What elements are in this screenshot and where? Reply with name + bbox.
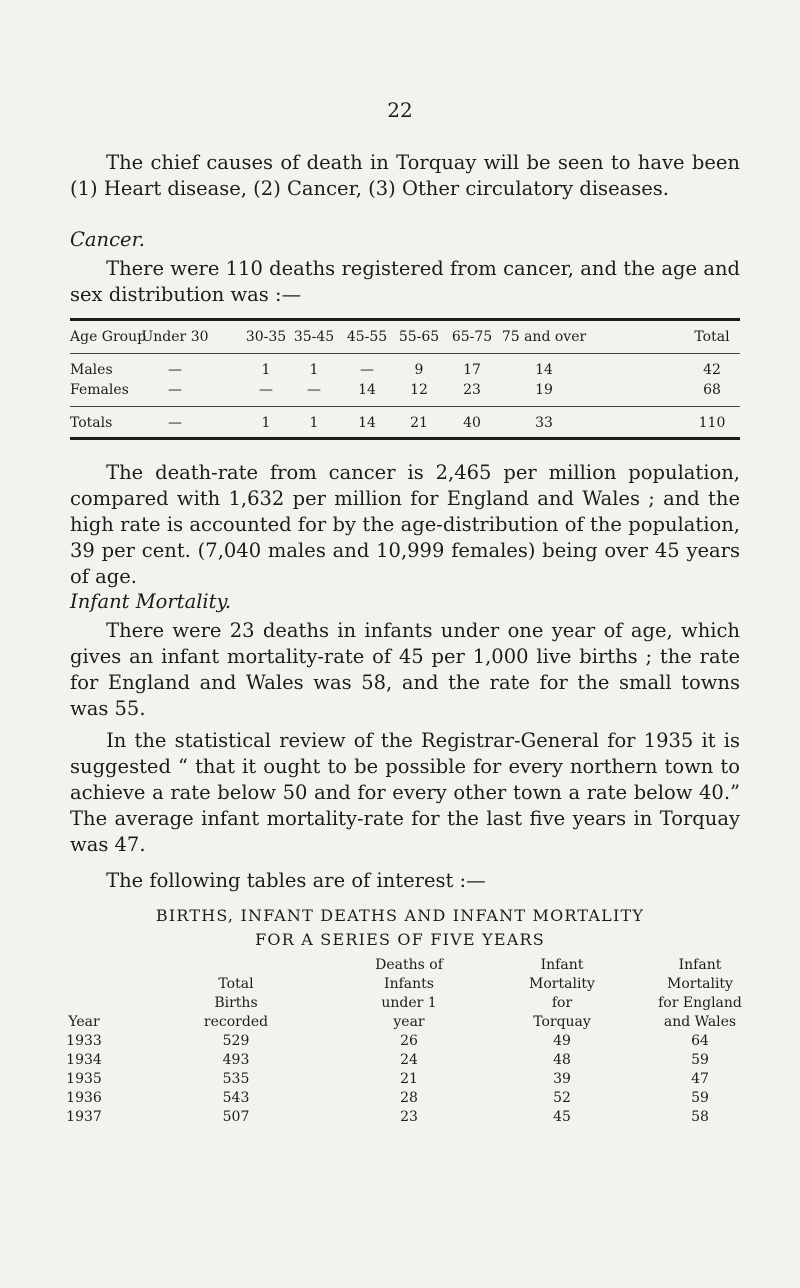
table-cell: 59: [691, 1052, 709, 1068]
table-cell: 1935: [66, 1071, 102, 1087]
table-cell: 529: [222, 1033, 250, 1049]
table-cell: —: [168, 382, 182, 398]
header-cell: Under 30: [141, 329, 209, 345]
totals-cell: Totals: [70, 415, 113, 431]
infant-paragraph: There were 23 deaths in infants under one year of age, which gives an infant mortality-rate of 45 per 1,000 live births ; the rate for England and Wales was 58, and the rate for the small towns was 55.: [70, 619, 740, 720]
table-cell: 58: [691, 1109, 709, 1125]
column-header-line: Deaths of: [375, 957, 443, 973]
header-cell: 45-55: [346, 329, 388, 345]
infant-mortality-heading: Infant Mortality.: [70, 590, 232, 613]
header-cell: 35-45: [293, 329, 335, 345]
table-cell: 23: [400, 1109, 418, 1125]
table-cell: 47: [691, 1071, 709, 1087]
births-column: [375, 956, 443, 1127]
cancer-table-row-females: [70, 382, 740, 402]
totals-cell: 14: [358, 415, 376, 431]
spacer: [66, 975, 102, 994]
table-cell: 42: [703, 362, 721, 378]
cancer-intro-paragraph: There were 110 deaths registered from cancer, and the age and sex distribution was :—: [70, 257, 740, 306]
header-cell: 30-35: [245, 329, 287, 345]
table-cell: 1936: [66, 1090, 102, 1106]
table-cell: 535: [222, 1071, 250, 1087]
header-cell: 75 and over: [501, 329, 587, 345]
column-header-line: Total: [218, 976, 254, 992]
table-cell: 493: [222, 1052, 250, 1068]
header-cell: 65-75: [451, 329, 493, 345]
header-cell: Total: [694, 329, 730, 345]
table-cell: 1: [309, 362, 319, 378]
cancer-table-header: [70, 329, 740, 349]
table-cell: 507: [222, 1109, 250, 1125]
table-cell: 12: [410, 382, 428, 398]
column-header-line: and Wales: [663, 1014, 737, 1030]
header-cell: 55-65: [398, 329, 440, 345]
registrar-paragraph: In the statistical review of the Registrar-General for 1935 it is suggested “ that it ought to be possible for every northern town to achieve a rate below 50 and for every other town a rate below 40.” The average infant mortality-rate for the last five years in Torquay was 47.: [70, 729, 740, 856]
death-rate-paragraph: The death-rate from cancer is 2,465 per million population, compared with 1,632 per million for England and Wales ; and the high rate is accounted for by the age-distribution of the population, 39 per cent. (7,040 males and 10,999 females) being over 45 years of age.: [70, 461, 740, 588]
table-cell: 17: [463, 362, 481, 378]
table-cell: —: [307, 382, 321, 398]
column-header-line: for: [551, 995, 573, 1011]
column-header-line: for England: [658, 995, 742, 1011]
table-cell: 14: [535, 362, 553, 378]
births-column: [66, 956, 102, 1127]
column-header-line: Infant: [678, 957, 722, 973]
following-paragraph: The following tables are of interest :—: [106, 869, 486, 892]
totals-cell: 33: [535, 415, 553, 431]
totals-cell: 110: [698, 415, 726, 431]
table-cell: 49: [553, 1033, 571, 1049]
table-cell: Females: [70, 382, 129, 398]
column-header-line: recorded: [203, 1014, 269, 1030]
table-cell: 1934: [66, 1052, 102, 1068]
table-totals-rule: [70, 406, 740, 407]
table-cell: 543: [222, 1090, 250, 1106]
spacer: [66, 994, 102, 1013]
table-header-rule: [70, 353, 740, 354]
cancer-table-row-totals: [70, 415, 740, 435]
page-number: 22: [387, 98, 413, 122]
cancer-heading: Cancer.: [70, 228, 145, 251]
table-top-rule: [70, 318, 740, 321]
column-header-line: Mortality: [529, 976, 595, 992]
totals-cell: 40: [463, 415, 481, 431]
column-header-line: year: [393, 1014, 425, 1030]
table-cell: 1937: [66, 1109, 102, 1125]
table-cell: 21: [400, 1071, 418, 1087]
column-header-line: Mortality: [667, 976, 733, 992]
totals-cell: —: [168, 415, 182, 431]
header-cell: Age Group: [70, 329, 147, 345]
table-cell: 48: [553, 1052, 571, 1068]
table-cell: 24: [400, 1052, 418, 1068]
births-column: [529, 956, 595, 1127]
table-cell: —: [168, 362, 182, 378]
table-cell: 59: [691, 1090, 709, 1106]
column-header-line: Infants: [384, 976, 434, 992]
spacer: [204, 956, 268, 975]
table-cell: 39: [553, 1071, 571, 1087]
column-header-line: Year: [68, 1014, 100, 1030]
births-column: [204, 956, 268, 1127]
table-cell: 45: [553, 1109, 571, 1125]
table-cell: 9: [414, 362, 424, 378]
births-table-title-line1: BIRTHS, INFANT DEATHS AND INFANT MORTALITY: [155, 906, 645, 925]
column-header-line: Torquay: [533, 1014, 591, 1030]
table-cell: 28: [400, 1090, 418, 1106]
column-header-line: Infant: [540, 957, 584, 973]
table-bottom-rule: [70, 437, 740, 440]
column-header-line: Births: [214, 995, 258, 1011]
table-cell: 1: [261, 362, 271, 378]
table-cell: 52: [553, 1090, 571, 1106]
table-cell: 26: [400, 1033, 418, 1049]
column-header-line: under 1: [381, 995, 437, 1011]
cancer-table: [70, 318, 740, 440]
totals-cell: 1: [261, 415, 271, 431]
table-cell: 23: [463, 382, 481, 398]
table-cell: 68: [703, 382, 721, 398]
spacer: [66, 956, 102, 975]
table-cell: Males: [70, 362, 113, 378]
table-cell: —: [360, 362, 374, 378]
table-cell: 14: [358, 382, 376, 398]
table-cell: 64: [691, 1033, 709, 1049]
intro-paragraph: The chief causes of death in Torquay will be seen to have been (1) Heart disease, (2) Cancer, (3) Other circulatory diseases.: [70, 151, 740, 200]
births-column: [658, 956, 742, 1127]
totals-cell: 1: [309, 415, 319, 431]
table-cell: —: [259, 382, 273, 398]
table-cell: 1933: [66, 1033, 102, 1049]
births-table-title-line2: FOR A SERIES OF FIVE YEARS: [255, 930, 545, 949]
table-cell: 19: [535, 382, 553, 398]
cancer-table-row-males: [70, 362, 740, 382]
totals-cell: 21: [410, 415, 428, 431]
